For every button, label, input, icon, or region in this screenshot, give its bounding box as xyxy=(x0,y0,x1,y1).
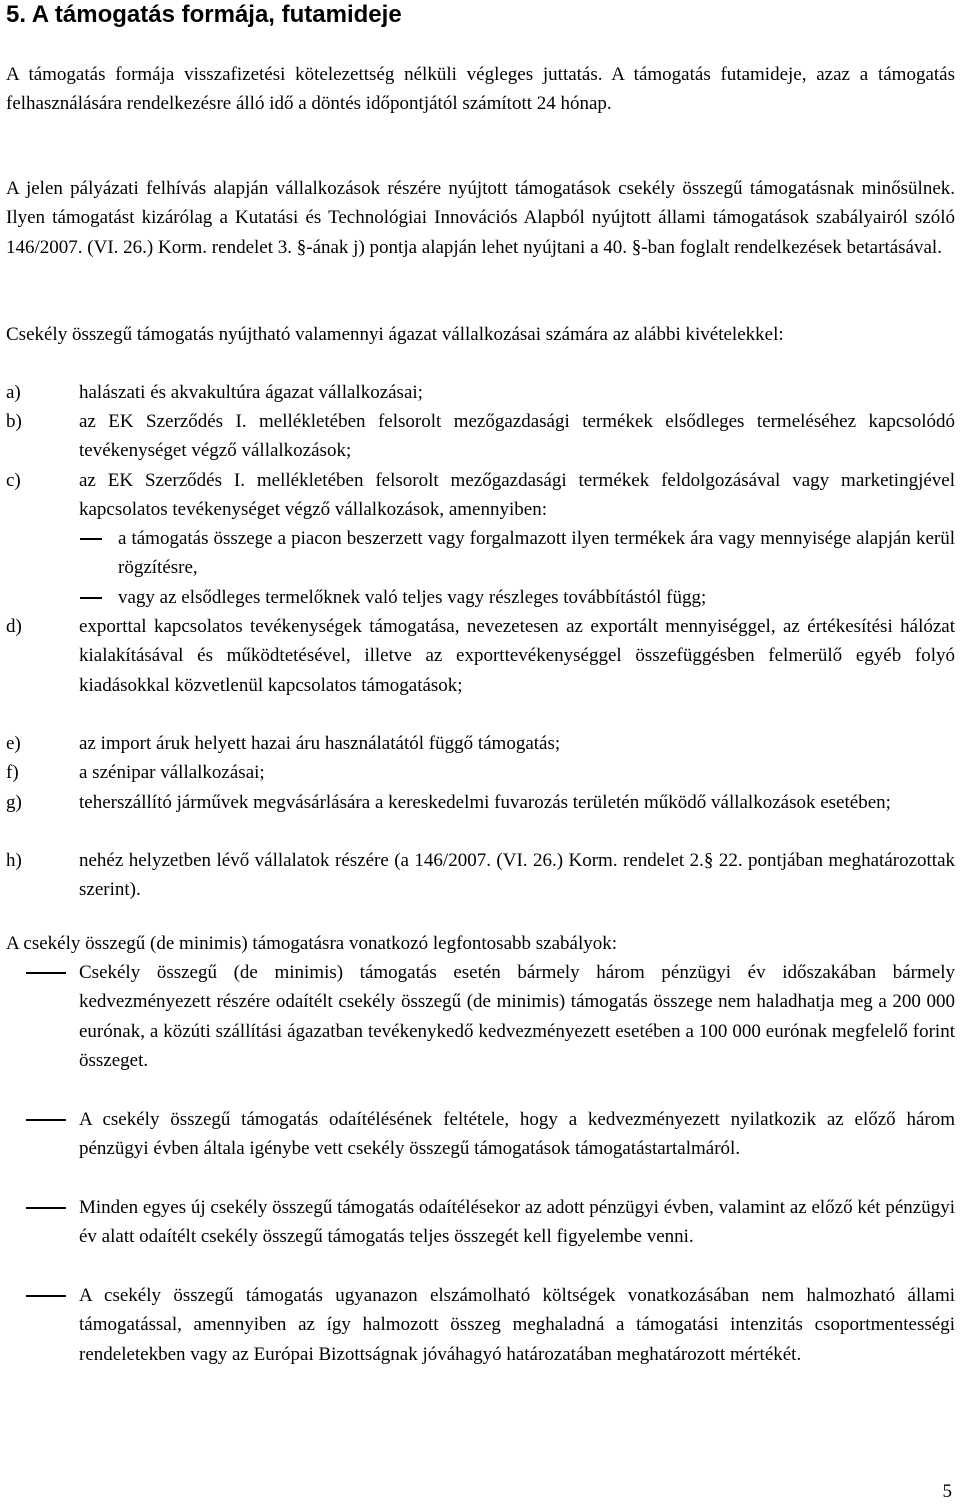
list-item xyxy=(6,846,955,905)
sub-list-item-text: a támogatás összege a piacon beszerzett vagy forgalmazott ilyen termékek ára vagy mennyisége alapján kerül rögzítésre, xyxy=(118,528,955,579)
sub-list-item xyxy=(6,583,955,613)
dash-bullet-icon xyxy=(26,1207,66,1209)
dash-bullet-icon xyxy=(80,597,102,599)
list-marker: f) xyxy=(6,762,19,783)
list-marker: c) xyxy=(6,470,21,491)
rule-item xyxy=(6,1281,955,1399)
list-item-text: exporttal kapcsolatos tevékenységek támogatása, nevezetesen az exportált mennyiséggel, az értékesítési hálózat kialakításával és működtetésével, illetve az exporttevékenységgel összefüggésben felmerülő egyéb folyó kiadásokkal közvetlenül kapcsolatos támogatások; xyxy=(79,616,955,696)
dash-bullet-icon xyxy=(26,972,66,974)
page-number: 5 xyxy=(942,1481,952,1502)
list-item xyxy=(6,612,955,730)
list-marker: h) xyxy=(6,850,22,871)
section-heading: 5. A támogatás formája, futamideje xyxy=(6,1,402,28)
list-item xyxy=(6,466,955,525)
list-item xyxy=(6,407,955,466)
list-item-text: halászati és akvakultúra ágazat vállalkozásai; xyxy=(79,382,423,403)
rule-item-text: A csekély összegű támogatás odaítélésének feltétele, hogy a kedvezményezett nyilatkozik az előző három pénzügyi évben általa igénybe vett csekély összegű támogatások támogatástartalmáról. xyxy=(79,1109,955,1160)
rule-item-text: A csekély összegű támogatás ugyanazon elszámolható költségek vonatkozásában nem halmozható állami támogatással, amennyiben az így halmozott összeg meghaladná a támogatási intenzitás csoportmentességi rendeletekben vagy az Európai Bizottságnak jóváhagyó határozatában meghatározott mértékét. xyxy=(79,1285,955,1365)
list-marker: b) xyxy=(6,411,22,432)
sub-list-item xyxy=(6,524,955,583)
list-item xyxy=(6,788,955,847)
list-item xyxy=(6,758,955,788)
rule-item xyxy=(6,1105,955,1194)
rule-item xyxy=(6,958,955,1106)
paragraph-rules-intro: A csekély összegű (de minimis) támogatásra vonatkozó legfontosabb szabályok: xyxy=(6,933,618,954)
list-item-text: a szénipar vállalkozásai; xyxy=(79,762,265,783)
dash-bullet-icon xyxy=(80,538,102,540)
list-marker: e) xyxy=(6,733,21,754)
rule-item xyxy=(6,1193,955,1282)
list-marker: d) xyxy=(6,616,22,637)
rule-item-text: Minden egyes új csekély összegű támogatás odaítélésekor az adott pénzügyi évben, valamint az előző két pénzügyi év alatt odaítélt csekély összegű támogatás teljes összegét kell figyelembe venni. xyxy=(79,1197,955,1248)
dash-bullet-icon xyxy=(26,1295,66,1297)
list-item-text: az import áruk helyett hazai áru használatától függő támogatás; xyxy=(79,733,561,754)
list-item-text: az EK Szerződés I. mellékletében felsorolt mezőgazdasági termékek elsődleges termeléséhez kapcsolódó tevékenységet végző vállalkozások; xyxy=(79,411,955,462)
list-marker: a) xyxy=(6,382,21,403)
list-item-text: teherszállító járművek megvásárlására a kereskedelmi fuvarozás területén működő vállalkozások esetében; xyxy=(79,792,891,813)
list-item-text: az EK Szerződés I. mellékletében felsorolt mezőgazdasági termékek feldolgozásával vagy marketingjével kapcsolatos tevékenységet végző vállalkozások, amennyiben: xyxy=(79,470,955,521)
list-item-text: nehéz helyzetben lévő vállalatok részére (a 146/2007. (VI. 26.) Korm. rendelet 2.§ 22. pontjában meghatározottak szerint). xyxy=(79,850,955,901)
paragraph-form-duration: A támogatás formája visszafizetési kötelezettség nélküli végleges juttatás. A támogatás futamideje, azaz a támogatás felhasználására rendelkezésre álló idő a döntés időpontjától számított 24 hónap. xyxy=(6,64,955,115)
sub-list-item-text: vagy az elsődleges termelőknek való teljes vagy részleges továbbítástól függ; xyxy=(118,587,707,608)
list-item xyxy=(6,729,955,759)
paragraph-exceptions-intro: Csekély összegű támogatás nyújtható valamennyi ágazat vállalkozásai számára az alábbi kivételekkel: xyxy=(6,324,784,345)
paragraph-de-minimis-qualification: A jelen pályázati felhívás alapján vállalkozások részére nyújtott támogatások csekély összegű támogatásnak minősülnek. Ilyen támogatást kizárólag a Kutatási és Technológiai Innovációs Alapból nyújtott állami támogatások szabályairól szóló 146/2007. (VI. 26.) Korm. rendelet 3. §-ának j) pontja alapján lehet nyújtani a 40. §-ban foglalt rendelkezések betartásával. xyxy=(6,178,955,258)
dash-bullet-icon xyxy=(26,1119,66,1121)
rule-item-text: Csekély összegű (de minimis) támogatás esetén bármely három pénzügyi év időszakában bármely kedvezményezett részére odaítélt csekély összegű (de minimis) támogatás összege nem haladhatja meg a 200 000 eurónak, a közúti szállítási ágazatban tevékenykedő kedvezményezett esetében a 100 000 eurónak megfelelő forint összeget. xyxy=(79,962,955,1072)
list-item xyxy=(6,378,955,408)
list-marker: g) xyxy=(6,792,22,813)
